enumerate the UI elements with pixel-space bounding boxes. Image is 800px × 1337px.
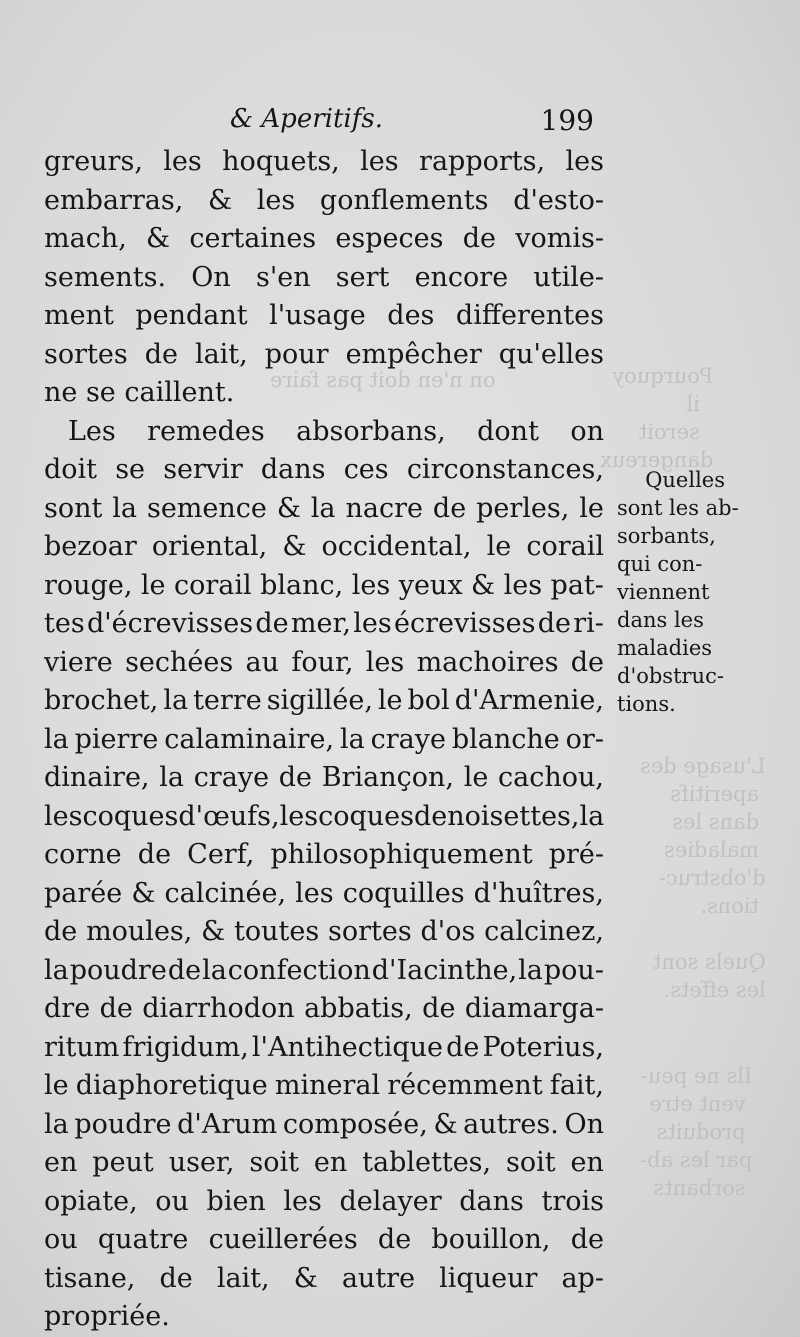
text-line: viere sechées au four, les machoires de [44, 646, 604, 678]
main-text [44, 143, 604, 1337]
text-line: greurs, les hoquets, les rapports, les [44, 146, 604, 177]
text-line: mach, & certaines especes de vomis- [44, 223, 604, 254]
running-title: & Aperitifs. [230, 104, 383, 134]
text-line: les coques d'œufs, les coques de noisettes, la [44, 800, 605, 832]
text-line: parée & calcinée, les coquilles d'huîtres, [44, 877, 604, 909]
margin-note-line: Quelles [645, 468, 725, 492]
margin-note-line: qui con- [617, 552, 703, 576]
text-line: dinaire, la craye de Briançon, le cachou, [44, 762, 604, 793]
text-line: opiate, ou bien les delayer dans trois [44, 1185, 604, 1217]
text-line: brochet, la terre sigillée, le bol d'Armenie, [44, 685, 604, 716]
text-line: le diaphoretique mineral récemment fait, [44, 1070, 604, 1101]
margin-note-line: viennent [617, 580, 710, 604]
text-line: dre de diarrhodon abbatis, de diamarga- [44, 993, 604, 1024]
text-line: embarras, & les gonflements d'esto- [44, 184, 604, 216]
margin-note-line: tions. [617, 692, 676, 716]
text-line: ritum frigidum, l'Antihectique de Poterius, [44, 1031, 604, 1063]
margin-note-line: sont les ab- [617, 496, 739, 520]
text-line: rouge, le corail blanc, les yeux & les pat- [44, 569, 604, 601]
text-line: tisane, de lait, & autre liqueur ap- [44, 1262, 604, 1294]
text-line: sements. On s'en sert encore utile- [44, 261, 604, 293]
text-line: ne se caillent. [44, 377, 235, 408]
bleed-through-text: Ils ne peu- vent etre produits par les ab- sorbants [640, 1064, 753, 1200]
text-line: sont la semence & la nacre de perles, le [44, 492, 604, 524]
running-header [230, 104, 600, 140]
text-line: corne de Cerf, philosophiquement pré- [44, 839, 604, 870]
margin-note [617, 466, 737, 718]
page-number: 199 [540, 104, 594, 137]
margin-note-line: d'obstruc- [617, 664, 724, 688]
bleed-through-text: L'usage des aperitifs dans les maladies d'obstruc- tions. Quels sont les effets. [640, 754, 766, 1002]
text-line: propriée. [44, 1301, 170, 1332]
text-line: de moules, & toutes sortes d'os calcinez, [44, 916, 604, 947]
margin-note-line: maladies [617, 636, 713, 660]
text-line: ment pendant l'usage des differentes [44, 300, 604, 331]
text-line: doit se servir dans ces circonstances, [44, 454, 604, 485]
paragraph-start: Les remedes absorbans, dont on [68, 415, 604, 447]
text-line: la poudre d'Arum composée, & autres. On [44, 1108, 604, 1140]
text-line: tes d'écrevisses de mer, les écrevisses de ri- [44, 608, 604, 639]
text-line: bezoar oriental, & occidental, le corail [44, 531, 604, 562]
bleed-through-text: on n'en doit pas faire [270, 368, 496, 392]
margin-note-line: dans les [617, 608, 704, 632]
text-line: la pierre calaminaire, la craye blanche or- [44, 723, 604, 755]
bleed-through-text: Pourquoy il seroit dangereux [600, 364, 714, 472]
margin-note-line: sorbants, [617, 524, 716, 548]
text-line: sortes de lait, pour empêcher qu'elles [44, 338, 604, 370]
text-line: en peut user, soit en tablettes, soit en [44, 1147, 604, 1178]
text-line: la poudre de la confection d'Iacinthe, la pou- [44, 954, 604, 986]
text-line: ou quatre cueillerées de bouillon, de [44, 1224, 604, 1255]
